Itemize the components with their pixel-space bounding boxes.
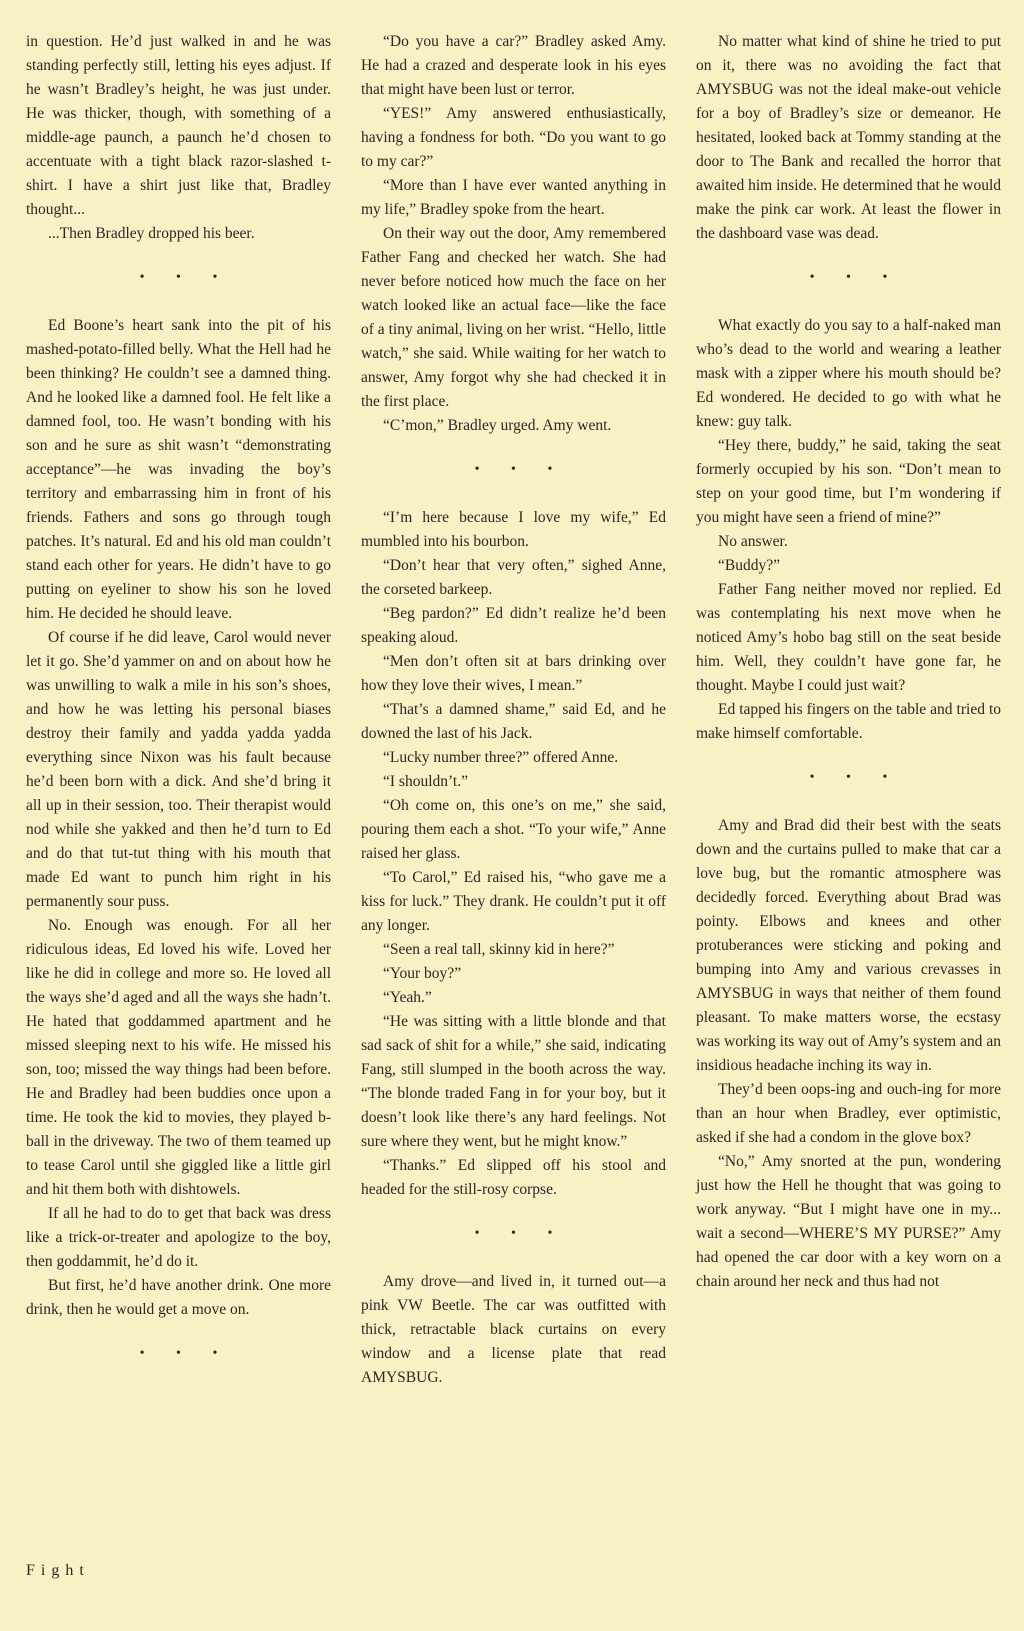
paragraph: If all he had to do to get that back was dress like a trick-or-treater and apologize to the boy, then goddammit, he’d do it.	[26, 1205, 331, 1270]
paragraph: “I’m here because I love my wife,” Ed mumbled into his bourbon.	[361, 509, 666, 550]
text-column-2	[361, 30, 666, 1390]
paragraph: “C’mon,” Bradley urged. Amy went.	[383, 417, 612, 434]
paragraph: On their way out the door, Amy remembered Father Fang and checked her watch. She had never before noticed how much the face on her watch looked like an actual face—like the face of a tiny animal, living on her wrist. “Hello, little watch,” she said. While waiting for her watch to answer, Amy forgot why she had checked it in the first place.	[361, 225, 666, 410]
paragraph: No matter what kind of shine he tried to put on it, there was no avoiding the fact that AMYSBUG was not the ideal make-out vehicle for a boy of Bradley’s size or demeanor. He hesitated, looked back at Tommy standing at the door to The Bank and recalled the horror that awaited him inside. He determined that he would make the pink car work. At least the flower in the dashboard vase was dead.	[696, 33, 1001, 242]
paragraph: What exactly do you say to a half-naked man who’s dead to the world and wearing a leather mask with a zipper where his mouth should be? Ed wondered. He decided to go with what he knew: guy talk.	[696, 317, 1001, 430]
section-separator: • • •	[139, 1346, 232, 1361]
paragraph: Ed Boone’s heart sank into the pit of his mashed-potato-filled belly. What the Hell had he been thinking? He couldn’t see a damned thing. And he looked like a damned fool. He felt like a damned fool, too. He wasn’t bonding with his son and he sure as shit wasn’t “demonstrating acceptance”—he was invading the boy’s territory and embarrassing him in front of his friends. Fathers and sons go through tough patches. It’s natural. Ed and his old man couldn’t stand each other for years. He didn’t have to go putting on eyeliner to show his son he loved him. He decided he should leave.	[26, 317, 331, 622]
paragraph: in question. He’d just walked in and he was standing perfectly still, letting his eyes adjust. If he wasn’t Bradley’s height, he was just under. He was thicker, though, with something of a middle-age paunch, a paunch he’d chosen to accentuate with a tight black razor-slashed t-shirt. I have a shirt just like that, Bradley thought...	[26, 33, 331, 218]
paragraph: But first, he’d have another drink. One more drink, then he would get a move on.	[26, 1277, 331, 1318]
paragraph: “Seen a real tall, skinny kid in here?”	[383, 941, 615, 958]
section-separator: • • •	[474, 462, 567, 477]
paragraph: “Your boy?”	[383, 965, 462, 982]
paragraph: “Hey there, buddy,” he said, taking the seat formerly occupied by his son. “Don’t mean to step on your good time, but I’m wondering if you might have seen a friend of mine?”	[696, 437, 1001, 526]
section-separator: • • •	[474, 1226, 567, 1241]
paragraph: “I shouldn’t.”	[383, 773, 468, 790]
paragraph: Amy drove—and lived in, it turned out—a pink VW Beetle. The car was outfitted with thick, retractable black curtains on every window and a license plate that read AMYSBUG.	[361, 1273, 666, 1386]
paragraph: ...Then Bradley dropped his beer.	[48, 225, 255, 242]
paragraph: Amy and Brad did their best with the seats down and the curtains pulled to make that car a love bug, but the romantic atmosphere was decidedly forced. Everything about Brad was pointy. Elbows and knees and other protuberances were sticking and poking and bumping into Amy and various crevasses in AMYSBUG in ways that neither of them found pleasant. To make matters worse, the ecstasy was working its way out of Amy’s system and an insidious headache inching its way in.	[696, 817, 1001, 1074]
paragraph: “Beg pardon?” Ed didn’t realize he’d been speaking aloud.	[361, 605, 666, 646]
paragraph: “Yeah.”	[383, 989, 432, 1006]
paragraph: “Men don’t often sit at bars drinking over how they love their wives, I mean.”	[361, 653, 666, 694]
paragraph: “Don’t hear that very often,” sighed Anne, the corseted barkeep.	[361, 557, 666, 598]
section-separator: • • •	[809, 770, 902, 785]
section-separator: • • •	[809, 270, 902, 285]
paragraph: “Thanks.” Ed slipped off his stool and headed for the still-rosy corpse.	[361, 1157, 666, 1198]
paragraph: Ed tapped his fingers on the table and tried to make himself comfortable.	[696, 701, 1001, 742]
paragraph: “To Carol,” Ed raised his, “who gave me a kiss for luck.” They drank. He couldn’t put it off any longer.	[361, 869, 666, 934]
paragraph: “Lucky number three?” offered Anne.	[383, 749, 619, 766]
paragraph: “Oh come on, this one’s on me,” she said, pouring them each a shot. “To your wife,” Anne raised her glass.	[361, 797, 666, 862]
paragraph: Father Fang neither moved nor replied. Ed was contemplating his next move when he noticed Amy’s hobo bag still on the seat beside him. Well, they couldn’t have gone far, he thought. Maybe I could just wait?	[696, 581, 1001, 694]
page-footer-label: Fight	[26, 1562, 90, 1579]
paragraph: No. Enough was enough. For all her ridiculous ideas, Ed loved his wife. Loved her like he did in college and more so. He loved all the ways she’d aged and all the ways she hadn’t. He hated that goddammed apartment and he missed sleeping next to his wife. He missed his son, too; missed the way things had been before. He and Bradley had been buddies once upon a time. He took the kid to movies, they played b-ball in the driveway. The two of them teamed up to tease Carol until she giggled like a little girl and hit them both with dishtowels.	[26, 917, 331, 1198]
section-separator: • • •	[139, 270, 232, 285]
paragraph: No answer.	[718, 533, 788, 550]
paragraph: “YES!” Amy answered enthusiastically, having a fondness for both. “Do you want to go to my car?”	[361, 105, 666, 170]
paragraph: “He was sitting with a little blonde and that sad sack of shit for a while,” she said, indicating Fang, still slumped in the booth across the way. “The blonde traded Fang in for your boy, but it doesn’t look like there’s any hard feelings. Not sure where they went, but he might know.”	[361, 1013, 666, 1150]
text-column-1	[26, 30, 331, 1390]
paragraph: They’d been oops-ing and ouch-ing for more than an hour when Bradley, ever optimistic, asked if she had a condom in the glove box?	[696, 1081, 1001, 1146]
paragraph: “That’s a damned shame,” said Ed, and he downed the last of his Jack.	[361, 701, 666, 742]
paragraph: “More than I have ever wanted anything in my life,” Bradley spoke from the heart.	[361, 177, 666, 218]
paragraph: “No,” Amy snorted at the pun, wondering just how the Hell he thought that was going to work anyway. “But I might have one in my... wait a second—WHERE’S MY PURSE?” Amy had opened the car door with a key worn on a chain around her neck and thus had not	[696, 1153, 1001, 1290]
paragraph: “Do you have a car?” Bradley asked Amy. He had a crazed and desperate look in his eyes that might have been lust or terror.	[361, 33, 666, 98]
paragraph: “Buddy?”	[718, 557, 780, 574]
text-column-3	[696, 30, 1001, 1294]
paragraph: Of course if he did leave, Carol would never let it go. She’d yammer on and on about how he was unwilling to walk a mile in his son’s shoes, and how he was letting his personal biases destroy their family and yadda yadda yadda everything since Nixon was his fault because he’d been born with a dick. And she’d bring it all up in their session, too. Their therapist would nod while she yakked and then he’d turn to Ed and do that tut-tut thing with his mouth that made Ed want to punch him right in his permanently sour puss.	[26, 629, 331, 910]
